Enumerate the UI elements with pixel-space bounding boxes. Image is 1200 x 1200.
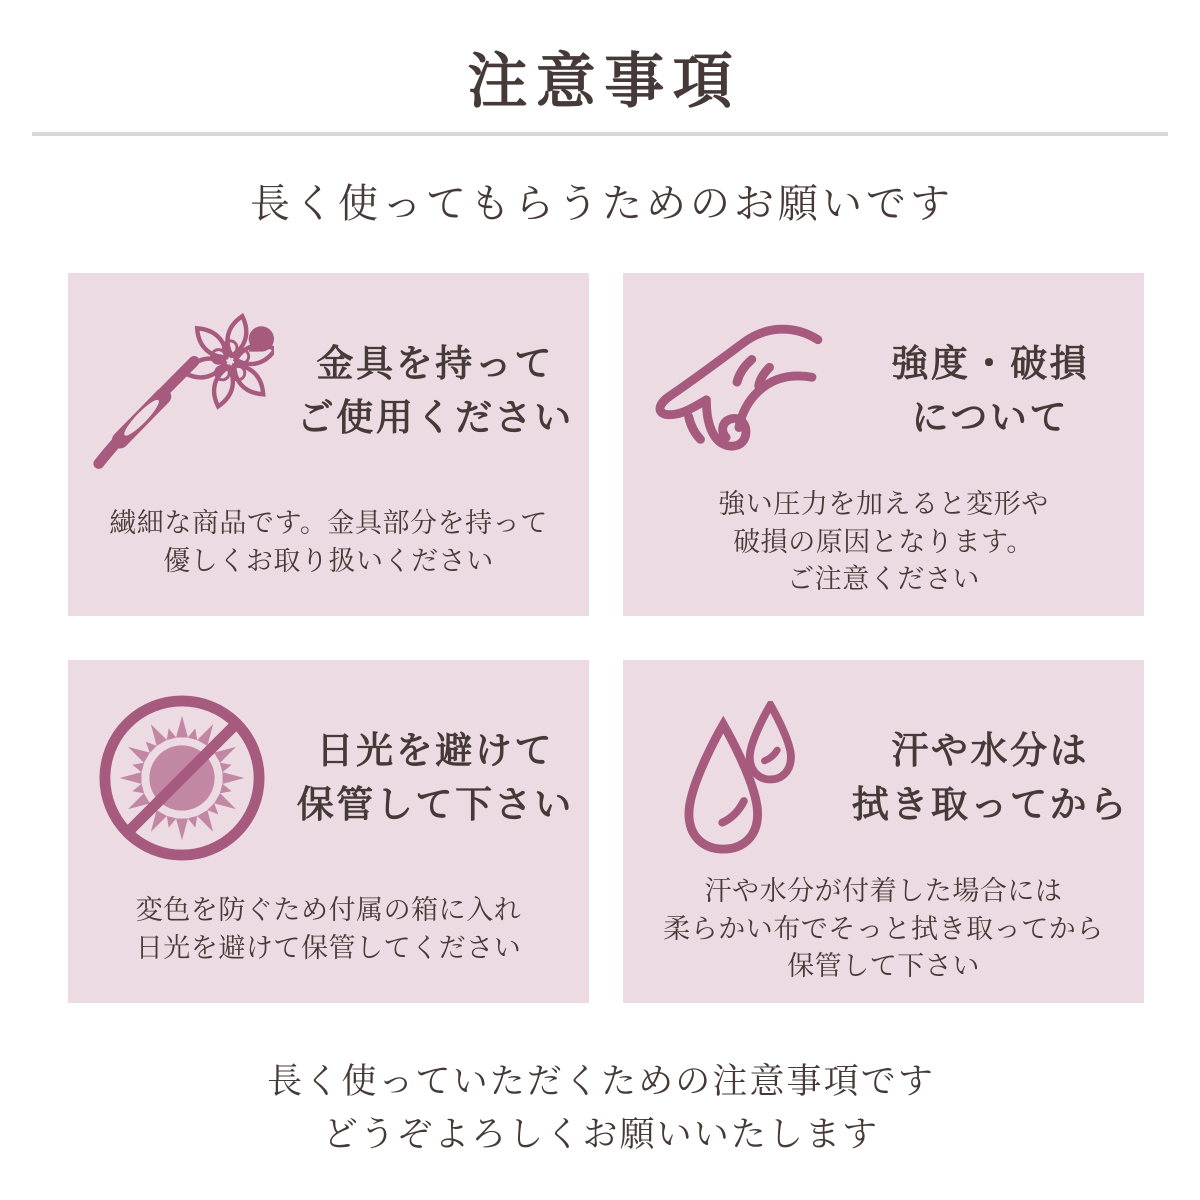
card-description [68, 866, 589, 1003]
card-desc-line: 柔らかい布でそっと拭き取ってから [663, 913, 1104, 945]
card-heading-line2: 拭き取ってから [851, 782, 1129, 826]
card-desc-line: 変色を防ぐため付属の箱に入れ [135, 894, 522, 926]
card-desc-line: 繊細な商品です。金具部分を持って [109, 507, 548, 539]
page-subtitle: 長く使ってもらうためのお願いです [250, 181, 954, 227]
card-heading-line1: 日光を避けて [316, 728, 555, 773]
card-top [623, 690, 1144, 866]
card-desc-line: 強い圧力を加えると変形や [718, 488, 1049, 520]
card-heading-line2: ご使用ください [296, 395, 574, 439]
title-divider [32, 132, 1168, 136]
water-drops-icon [639, 701, 834, 856]
card-top [68, 303, 589, 479]
card-desc-line: 汗や水分が付着した場合には [704, 875, 1063, 907]
footer-message [0, 1056, 1200, 1161]
card-desc-line: 保管して下さい [787, 951, 980, 983]
kanzashi-hairpin-icon [84, 310, 279, 472]
card-heading-line2: について [911, 395, 1070, 439]
no-sunlight-icon [84, 694, 279, 862]
card-strength-breakage [623, 273, 1144, 616]
page-title: 注意事項 [467, 47, 741, 117]
card-description [623, 866, 1144, 1003]
card-desc-line: 優しくお取り扱いください [163, 545, 494, 577]
card-heading [834, 337, 1144, 444]
card-top [68, 690, 589, 866]
card-avoid-sunlight [68, 660, 589, 1003]
card-wipe-moisture [623, 660, 1144, 1003]
card-desc-line: ご注意ください [787, 564, 980, 596]
card-heading [834, 724, 1144, 831]
footer-line2: どうぞよろしくお願いいたします [322, 1114, 880, 1155]
card-description [623, 479, 1144, 616]
card-heading [279, 724, 589, 831]
card-heading-line1: 強度・破損 [891, 341, 1090, 386]
card-top [623, 303, 1144, 479]
card-hold-metal-fitting [68, 273, 589, 616]
card-heading-line1: 汗や水分は [891, 728, 1090, 773]
pinching-hand-icon [639, 318, 834, 464]
card-heading-line1: 金具を持って [316, 341, 555, 386]
card-description [68, 479, 589, 616]
card-heading [279, 337, 589, 444]
card-desc-line: 破損の原因となります。 [733, 526, 1034, 558]
card-heading-line2: 保管して下さい [296, 782, 574, 826]
footer-line1: 長く使っていただくための注意事項です [267, 1062, 935, 1102]
card-desc-line: 日光を避けて保管してください [135, 932, 522, 964]
care-cards-grid [68, 273, 1144, 1003]
